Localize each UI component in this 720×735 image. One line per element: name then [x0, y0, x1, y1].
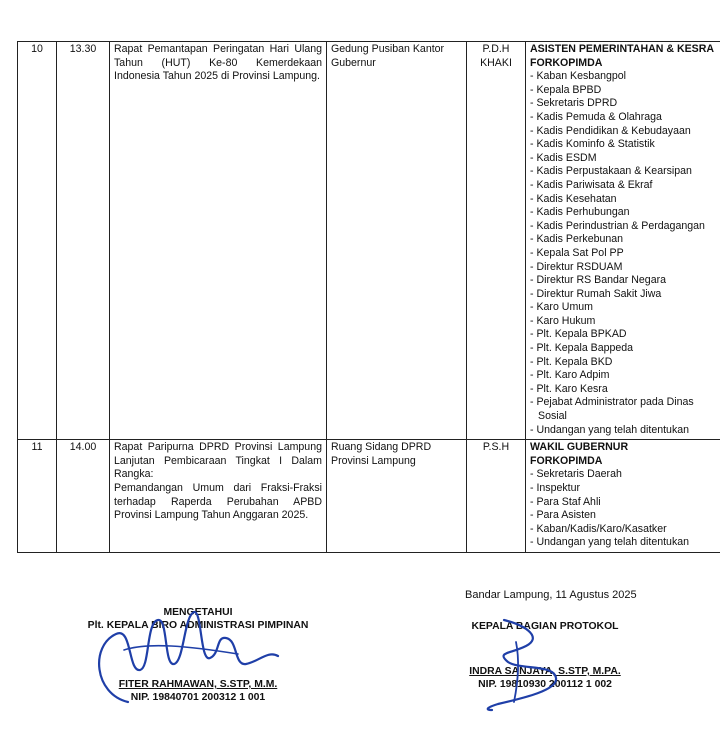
- attendee-item: - Direktur RS Bandar Negara: [530, 274, 667, 287]
- row-attendees: [526, 440, 720, 553]
- attendee-item: - Kadis Kesehatan: [530, 192, 617, 205]
- attendee-item: - Kadis ESDM: [530, 151, 597, 164]
- signer-title: Plt. KEPALA BIRO ADMINISTRASI PIMPINAN: [87, 620, 309, 631]
- attendee-item: - Pejabat Administrator pada Dinas Sosial: [530, 396, 694, 423]
- row-number: 11: [18, 440, 57, 553]
- attendee-item: - Direktur RSDUAM: [530, 260, 623, 273]
- attendee-item: - Sekretaris DPRD: [530, 97, 618, 110]
- place-date: Bandar Lampung, 11 Agustus 2025: [465, 589, 637, 601]
- attendee-list: [530, 468, 720, 550]
- attendee-item: - Plt. Karo Kesra: [530, 382, 608, 395]
- attendee-item: - Direktur Rumah Sakit Jiwa: [530, 287, 662, 300]
- row-attendees: [526, 42, 720, 440]
- schedule-table: [17, 41, 720, 553]
- attendee-item: - Undangan yang telah ditentukan: [530, 536, 690, 549]
- attendee-item: - Kepala BPBD: [530, 83, 602, 96]
- attendee-item: - Kadis Perhubungan: [530, 206, 630, 219]
- attendee-item: - Plt. Kepala BPKAD: [530, 328, 627, 341]
- dress-code-line: P.S.H: [482, 441, 510, 454]
- row-time: 14.00: [57, 440, 110, 553]
- attendee-item: - Para Asisten: [530, 509, 596, 522]
- row-number: 10: [18, 42, 57, 440]
- row-location: Gedung Pusiban Kantor Gubernur: [327, 42, 467, 440]
- row-location: Ruang Sidang DPRD Provinsi Lampung: [327, 440, 467, 553]
- activity-line: Pemandangan Umum dari Fraksi-Fraksi terhadap Raperda Perubahan APBD Provinsi Lampung Tahun Anggaran 2025.: [114, 482, 322, 522]
- attendee-item: - Kadis Pendidikan & Kebudayaan: [530, 124, 691, 137]
- row-dress-code: [467, 440, 526, 553]
- attendee-item: - Kaban Kesbangpol: [530, 70, 627, 83]
- signature-block-left: [78, 606, 318, 704]
- table-row: [18, 440, 720, 553]
- attendee-item: - Kadis Perindustrian & Perdagangan: [530, 219, 705, 232]
- attendee-heading: FORKOPIMDA: [530, 56, 603, 69]
- attendee-item: - Undangan yang telah ditentukan: [530, 423, 690, 436]
- attendee-item: - Kadis Perpustakaan & Kearsipan: [530, 165, 692, 178]
- signer-name: FITER RAHMAWAN, S.STP, M.M.: [118, 679, 278, 690]
- attendee-item: - Kadis Pemuda & Olahraga: [530, 110, 662, 123]
- attendee-item: - Kepala Sat Pol PP: [530, 246, 624, 259]
- attendee-item: - Inspektur: [530, 482, 581, 494]
- acknowledgement-label: MENGETAHUI: [163, 607, 233, 618]
- attendee-item: - Sekretaris Daerah: [530, 468, 622, 481]
- dress-code-line: KHAKI: [480, 56, 512, 69]
- attendee-item: - Plt. Kepala Bappeda: [530, 342, 634, 355]
- dress-code-line: P.D.H: [482, 43, 510, 55]
- attendee-heading: WAKIL GUBERNUR: [530, 441, 629, 454]
- attendee-item: - Karo Hukum: [530, 314, 596, 327]
- attendee-item: - Kadis Kominfo & Statistik: [530, 138, 655, 151]
- attendee-item: - Kadis Pariwisata & Ekraf: [530, 178, 653, 191]
- signer-nip: NIP. 19810930 200112 1 002: [478, 679, 612, 690]
- row-activity: [110, 440, 327, 553]
- attendee-heading: ASISTEN PEMERINTAHAN & KESRA: [530, 43, 715, 55]
- row-time: 13.30: [57, 42, 110, 440]
- attendee-list: [530, 70, 720, 437]
- signer-nip: NIP. 19840701 200312 1 001: [130, 692, 266, 703]
- table-row: [18, 42, 720, 440]
- attendee-item: - Plt. Karo Adpim: [530, 369, 610, 382]
- attendee-heading: FORKOPIMDA: [530, 454, 603, 467]
- row-dress-code: [467, 42, 526, 440]
- attendee-item: - Para Staf Ahli: [530, 495, 601, 508]
- row-activity: Rapat Pemantapan Peringatan Hari Ulang Tahun (HUT) Ke-80 Kemerdekaan Indonesia Tahun 2025 di Provinsi Lampung.: [110, 42, 327, 440]
- attendee-item: - Kadis Perkebunan: [530, 233, 624, 246]
- signature-block-right: [455, 620, 635, 691]
- attendee-item: - Karo Umum: [530, 301, 593, 314]
- signer-title: KEPALA BAGIAN PROTOKOL: [471, 621, 619, 632]
- signer-name: INDRA SANJAYA, S.STP, M.PA.: [469, 666, 621, 677]
- attendee-item: - Plt. Kepala BKD: [530, 355, 613, 368]
- attendee-item: - Kaban/Kadis/Karo/Kasatker: [530, 522, 667, 535]
- activity-line: Rapat Paripurna DPRD Provinsi Lampung Lanjutan Pembicaraan Tingkat I Dalam Rangka:: [114, 441, 322, 481]
